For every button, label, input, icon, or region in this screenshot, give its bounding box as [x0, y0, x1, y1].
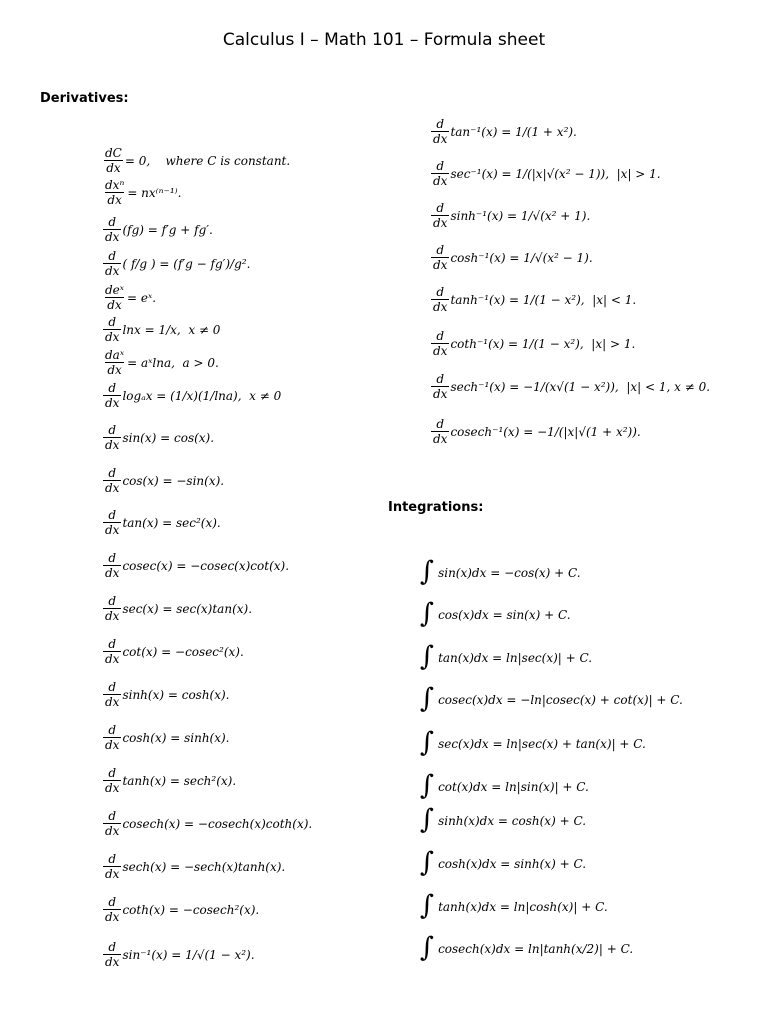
- operator-denominator: dx: [106, 161, 121, 175]
- formula-expression: cosh(x)dx = sinh(x) + C.: [438, 856, 587, 871]
- operator-denominator: dx: [433, 258, 448, 272]
- operator-numerator: d: [108, 423, 117, 437]
- operator-numerator: d: [108, 680, 117, 694]
- integral-formula: [420, 727, 646, 758]
- page-title: Calculus I – Math 101 – Formula sheet: [222, 30, 546, 50]
- formula-expression: tan⁻¹(x) = 1/(1 + x²).: [450, 124, 577, 139]
- derivative-formula: [102, 896, 259, 923]
- derivative-operator: [431, 418, 449, 445]
- operator-denominator: dx: [105, 523, 120, 537]
- derivative-formula: [102, 147, 290, 174]
- derivative-formula: [430, 160, 661, 187]
- derivative-formula: [102, 284, 156, 311]
- derivative-formula: [102, 638, 244, 665]
- formula-expression: cosec(x) = −cosec(x)cot(x).: [122, 558, 290, 573]
- derivative-operator: [103, 250, 121, 277]
- formula-expression: coth(x) = −cosech²(x).: [122, 902, 260, 917]
- derivative-operator: [431, 286, 449, 313]
- derivative-formula: [430, 373, 710, 400]
- derivative-formula: [102, 424, 214, 451]
- formula-expression: tanh(x) = sech²(x).: [122, 773, 237, 788]
- derivative-formula: [102, 316, 220, 343]
- operator-denominator: dx: [105, 230, 120, 244]
- operator-denominator: dx: [105, 781, 120, 795]
- derivative-formula: [430, 418, 641, 445]
- integral-formula: [420, 890, 608, 921]
- integral-formula: [420, 683, 683, 714]
- formula-expression: sin⁻¹(x) = 1/√(1 − x²).: [122, 947, 255, 962]
- formula-expression: sec(x) = sec(x)tan(x).: [122, 601, 253, 616]
- integral-sign-icon: ∫: [420, 847, 435, 878]
- derivative-formula: [102, 681, 230, 708]
- formula-expression: cosech(x) = −cosech(x)coth(x).: [122, 816, 313, 831]
- operator-numerator: d: [108, 551, 117, 565]
- operator-denominator: dx: [105, 609, 120, 623]
- integral-sign-icon: ∫: [420, 804, 435, 835]
- integral-sign-icon: ∫: [420, 890, 435, 921]
- derivative-formula: [430, 244, 593, 271]
- formula-expression: = eˣ.: [127, 290, 157, 305]
- operator-denominator: dx: [105, 867, 120, 881]
- operator-numerator: d: [436, 372, 445, 386]
- formula-expression: sech⁻¹(x) = −1/(x√(1 − x²)), |x| < 1, x ≠ 0.: [450, 379, 711, 394]
- formula-expression: = 0, where C is constant.: [124, 153, 291, 168]
- operator-denominator: dx: [433, 174, 448, 188]
- formula-expression: sec(x)dx = ln|sec(x) + tan(x)| + C.: [438, 736, 646, 751]
- formula-expression: cot(x) = −cosec²(x).: [122, 644, 244, 659]
- derivative-operator: [103, 467, 121, 494]
- operator-denominator: dx: [433, 216, 448, 230]
- formula-expression: logₐx = (1/x)(1/lna), x ≠ 0: [122, 388, 282, 403]
- operator-denominator: dx: [105, 481, 120, 495]
- operator-denominator: dx: [105, 264, 120, 278]
- derivative-operator: [103, 724, 121, 751]
- derivative-formula: [102, 595, 252, 622]
- integral-sign-icon: ∫: [420, 598, 435, 629]
- derivative-operator: [103, 896, 121, 923]
- integral-sign-icon: ∫: [420, 727, 435, 758]
- operator-denominator: dx: [105, 824, 120, 838]
- integral-sign-icon: ∫: [420, 556, 435, 587]
- derivative-formula: [102, 509, 221, 536]
- operator-numerator: dxⁿ: [105, 178, 125, 192]
- derivative-formula: [430, 202, 590, 229]
- derivative-operator: [103, 216, 121, 243]
- derivative-formula: [102, 767, 236, 794]
- derivative-formula: [430, 118, 577, 145]
- operator-denominator: dx: [105, 738, 120, 752]
- formula-expression: cos(x) = −sin(x).: [122, 473, 225, 488]
- formula-expression: tan(x) = sec²(x).: [122, 515, 221, 530]
- operator-denominator: dx: [433, 132, 448, 146]
- formula-expression: cos(x)dx = sin(x) + C.: [438, 607, 571, 622]
- derivative-formula: [102, 216, 213, 243]
- derivative-formula: [102, 941, 255, 968]
- operator-denominator: dx: [433, 300, 448, 314]
- derivative-operator: [431, 244, 449, 271]
- integral-sign-icon: ∫: [420, 683, 435, 714]
- formula-expression: cosh⁻¹(x) = 1/√(x² − 1).: [450, 250, 593, 265]
- operator-numerator: d: [108, 315, 117, 329]
- formula-expression: (fg) = f′g + fg′.: [122, 222, 213, 237]
- derivative-operator: [431, 373, 449, 400]
- operator-numerator: d: [436, 329, 445, 343]
- integral-formula: [420, 770, 589, 801]
- derivative-operator: [103, 316, 121, 343]
- derivative-formula: [102, 552, 289, 579]
- operator-numerator: d: [108, 637, 117, 651]
- integral-sign-icon: ∫: [420, 770, 435, 801]
- derivative-operator: [103, 382, 121, 409]
- formula-expression: sinh(x) = cosh(x).: [122, 687, 230, 702]
- operator-numerator: d: [108, 852, 117, 866]
- formula-expression: coth⁻¹(x) = 1/(1 − x²), |x| > 1.: [450, 336, 636, 351]
- operator-denominator: dx: [105, 438, 120, 452]
- operator-denominator: dx: [107, 363, 122, 377]
- formula-expression: sin(x) = cos(x).: [122, 430, 215, 445]
- derivative-operator: [103, 552, 121, 579]
- formula-expression: sinh⁻¹(x) = 1/√(x² + 1).: [450, 208, 591, 223]
- derivative-operator: [103, 179, 126, 206]
- integral-formula: [420, 932, 634, 963]
- operator-numerator: d: [108, 466, 117, 480]
- operator-numerator: d: [436, 417, 445, 431]
- operator-denominator: dx: [105, 396, 120, 410]
- derivative-operator: [103, 638, 121, 665]
- derivative-formula: [102, 467, 224, 494]
- derivative-operator: [103, 595, 121, 622]
- derivative-operator: [103, 424, 121, 451]
- operator-numerator: d: [108, 215, 117, 229]
- operator-numerator: d: [436, 285, 445, 299]
- operator-numerator: dC: [105, 146, 122, 160]
- operator-denominator: dx: [105, 910, 120, 924]
- derivative-formula: [102, 810, 312, 837]
- derivative-operator: [103, 767, 121, 794]
- derivative-operator: [431, 160, 449, 187]
- operator-denominator: dx: [105, 330, 120, 344]
- formula-expression: tan(x)dx = ln|sec(x)| + C.: [438, 650, 593, 665]
- operator-numerator: d: [108, 723, 117, 737]
- formula-expression: cosech⁻¹(x) = −1/(|x|√(1 + x²)).: [450, 424, 641, 439]
- derivative-operator: [103, 509, 121, 536]
- formula-expression: cosech(x)dx = ln|tanh(x/2)| + C.: [438, 941, 634, 956]
- derivative-operator: [431, 118, 449, 145]
- integral-formula: [420, 556, 581, 587]
- formula-expression: cosec(x)dx = −ln|cosec(x) + cot(x)| + C.: [438, 692, 683, 707]
- derivative-operator: [103, 147, 124, 174]
- derivative-operator: [431, 330, 449, 357]
- formula-expression: ( f/g ) = (f′g − fg′)/g².: [122, 256, 251, 271]
- operator-numerator: d: [436, 243, 445, 257]
- integral-sign-icon: ∫: [420, 932, 435, 963]
- derivative-formula: [430, 286, 636, 313]
- integral-formula: [420, 641, 593, 672]
- derivative-formula: [102, 179, 181, 206]
- operator-numerator: d: [108, 249, 117, 263]
- operator-denominator: dx: [105, 955, 120, 969]
- operator-numerator: d: [108, 940, 117, 954]
- operator-denominator: dx: [105, 566, 120, 580]
- formula-expression: = nx⁽ⁿ⁻¹⁾.: [127, 185, 182, 200]
- formula-expression: cot(x)dx = ln|sin(x)| + C.: [438, 779, 589, 794]
- integral-formula: [420, 847, 587, 878]
- operator-numerator: d: [436, 117, 445, 131]
- derivative-formula: [102, 250, 250, 277]
- derivative-operator: [431, 202, 449, 229]
- formula-expression: lnx = 1/x, x ≠ 0: [122, 322, 221, 337]
- formula-expression: sec⁻¹(x) = 1/(|x|√(x² − 1)), |x| > 1.: [450, 166, 661, 181]
- operator-numerator: deˣ: [105, 283, 125, 297]
- formula-expression: tanh⁻¹(x) = 1/(1 − x²), |x| < 1.: [450, 292, 637, 307]
- formula-expression: tanh(x)dx = ln|cosh(x)| + C.: [438, 899, 608, 914]
- derivative-formula: [430, 330, 635, 357]
- derivative-formula: [102, 853, 285, 880]
- operator-numerator: d: [108, 809, 117, 823]
- operator-denominator: dx: [107, 193, 122, 207]
- operator-numerator: d: [108, 594, 117, 608]
- derivative-formula: [102, 349, 219, 376]
- derivative-operator: [103, 681, 121, 708]
- integral-sign-icon: ∫: [420, 641, 435, 672]
- integral-formula: [420, 804, 587, 835]
- operator-numerator: d: [436, 201, 445, 215]
- formula-expression: sech(x) = −sech(x)tanh(x).: [122, 859, 286, 874]
- derivatives-heading: Derivatives:: [40, 91, 129, 106]
- operator-denominator: dx: [433, 344, 448, 358]
- operator-numerator: d: [108, 895, 117, 909]
- operator-denominator: dx: [105, 695, 120, 709]
- derivative-formula: [102, 382, 281, 409]
- operator-denominator: dx: [105, 652, 120, 666]
- operator-denominator: dx: [433, 387, 448, 401]
- formula-expression: sinh(x)dx = cosh(x) + C.: [438, 813, 587, 828]
- derivative-operator: [103, 349, 126, 376]
- integral-formula: [420, 598, 571, 629]
- operator-denominator: dx: [433, 432, 448, 446]
- integrations-heading: Integrations:: [388, 500, 484, 515]
- derivative-operator: [103, 284, 126, 311]
- operator-numerator: d: [108, 381, 117, 395]
- derivative-operator: [103, 810, 121, 837]
- derivative-operator: [103, 941, 121, 968]
- operator-numerator: daˣ: [105, 348, 125, 362]
- operator-numerator: d: [436, 159, 445, 173]
- formula-expression: cosh(x) = sinh(x).: [122, 730, 230, 745]
- formula-expression: sin(x)dx = −cos(x) + C.: [438, 565, 581, 580]
- operator-denominator: dx: [107, 298, 122, 312]
- derivative-operator: [103, 853, 121, 880]
- formula-expression: = aˣlna, a > 0.: [127, 355, 219, 370]
- operator-numerator: d: [108, 766, 117, 780]
- operator-numerator: d: [108, 508, 117, 522]
- derivative-formula: [102, 724, 230, 751]
